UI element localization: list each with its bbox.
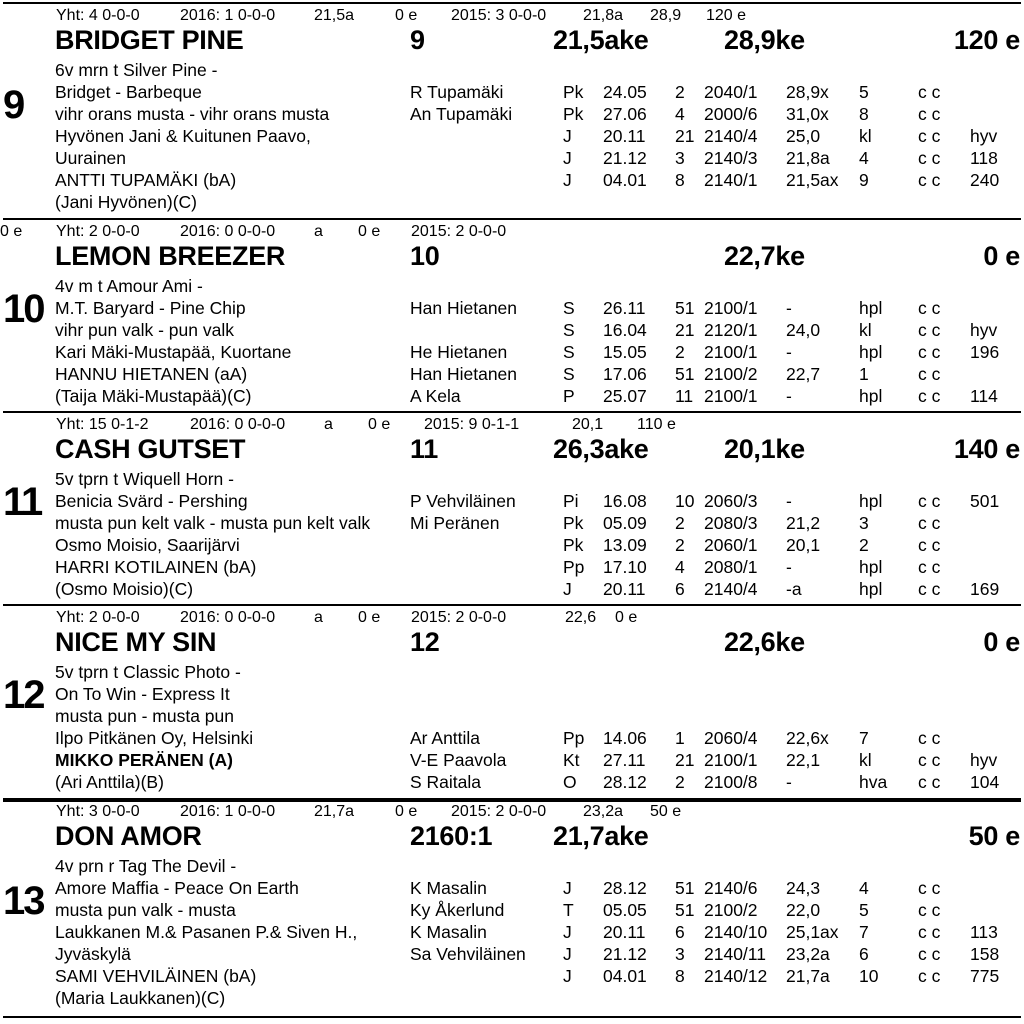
- race-odds: c c: [918, 535, 941, 555]
- race-time: 22,6x: [786, 728, 829, 748]
- race-track: S: [563, 342, 575, 362]
- stats-field: 21,8a: [583, 7, 624, 24]
- race-time: 21,5ax: [786, 170, 839, 190]
- record-auto: 28,9ke: [724, 25, 805, 55]
- race-odds: c c: [918, 944, 941, 964]
- race-odds: c c: [918, 386, 941, 406]
- race-start: 51: [675, 364, 695, 384]
- race-date: 04.01: [603, 966, 647, 986]
- race-dist: 2140/11: [704, 944, 766, 964]
- race-prize: 118: [970, 148, 998, 168]
- race-start: 8: [675, 966, 685, 986]
- info-line: vihr orans musta - vihr orans musta: [55, 104, 330, 124]
- race-date: 26.11: [603, 298, 646, 318]
- race-time: -: [786, 386, 792, 406]
- info-line: Laukkanen M.& Pasanen P.& Siven H.,: [55, 922, 358, 942]
- race-start: 2: [675, 342, 685, 362]
- race-track: Pk: [563, 513, 584, 533]
- best-record: 21,7ake: [553, 821, 649, 851]
- race-place: 4: [859, 878, 869, 898]
- race-date: 16.04: [603, 320, 647, 340]
- race-track: Pi: [563, 491, 579, 511]
- race-date: 20.11: [603, 126, 646, 146]
- race-driver: A Kela: [410, 386, 461, 406]
- horse-entry: [0, 411, 1024, 604]
- stats-field: 2015: 3 0-0-0: [451, 7, 547, 24]
- race-date: 25.07: [603, 386, 647, 406]
- race-driver: Ky Åkerlund: [410, 900, 505, 920]
- race-odds: c c: [918, 513, 941, 533]
- race-odds: c c: [918, 579, 941, 599]
- race-time: 24,3: [786, 878, 821, 898]
- race-place: hpl: [859, 579, 883, 599]
- race-place: 7: [859, 728, 869, 748]
- race-track: Kt: [563, 750, 580, 770]
- race-start: 3: [675, 944, 685, 964]
- race-start: 51: [675, 900, 695, 920]
- race-start: 2: [675, 535, 685, 555]
- stats-field: 2015: 2 0-0-0: [411, 609, 507, 626]
- race-dist: 2140/10: [704, 922, 768, 942]
- race-place: 2: [859, 535, 869, 555]
- info-line: Jyväskylä: [55, 944, 131, 964]
- stats-field: 21,7a: [314, 803, 355, 820]
- race-dist: 2100/1: [704, 298, 758, 318]
- info-line: Ilpo Pitkänen Oy, Helsinki: [55, 728, 254, 748]
- race-place: 10: [859, 966, 879, 986]
- race-time: 23,2a: [786, 944, 830, 964]
- race-odds: c c: [918, 364, 941, 384]
- race-driver: Sa Vehviläinen: [410, 944, 526, 964]
- race-time: -: [786, 772, 792, 792]
- race-odds: c c: [918, 104, 941, 124]
- race-dist: 2060/4: [704, 728, 758, 748]
- race-odds: c c: [918, 750, 941, 770]
- race-track: S: [563, 320, 575, 340]
- race-driver: R Tupamäki: [410, 82, 504, 102]
- race-start: 8: [675, 170, 685, 190]
- race-prize: hyv: [970, 126, 998, 146]
- stats-field: 2015: 9 0-1-1: [424, 416, 520, 433]
- race-place: hpl: [859, 491, 883, 511]
- race-track: S: [563, 364, 575, 384]
- race-prize: 501: [970, 491, 1000, 511]
- info-line: (Taija Mäki-Mustapää)(C): [55, 386, 252, 406]
- race-time: -: [786, 342, 792, 362]
- race-date: 20.11: [603, 922, 646, 942]
- race-dist: 2100/1: [704, 750, 758, 770]
- race-dist: 2060/3: [704, 491, 758, 511]
- stats-field: 0 e: [0, 223, 23, 240]
- race-dist: 2140/6: [704, 878, 758, 898]
- race-place: 1: [859, 364, 869, 384]
- info-line: Amore Maffia - Peace On Earth: [55, 878, 299, 898]
- info-line: 4v prn r Tag The Devil -: [55, 856, 237, 876]
- race-dist: 2140/4: [704, 579, 758, 599]
- total-earnings: 120 e: [953, 25, 1020, 55]
- race-dist: 2140/12: [704, 966, 768, 986]
- race-prize: hyv: [970, 750, 998, 770]
- race-track: J: [563, 126, 572, 146]
- info-line: musta pun kelt valk - musta pun kelt valk: [55, 513, 371, 533]
- race-track: J: [563, 579, 572, 599]
- race-track: J: [563, 966, 572, 986]
- race-driver: V-E Paavola: [410, 750, 507, 770]
- race-place: 5: [859, 82, 869, 102]
- race-time: 21,7a: [786, 966, 830, 986]
- info-line: On To Win - Express It: [55, 684, 230, 704]
- info-line: Kari Mäki-Mustapää, Kuortane: [55, 342, 292, 362]
- race-odds: c c: [918, 728, 941, 748]
- race-time: 20,1: [786, 535, 821, 555]
- race-time: 21,2: [786, 513, 821, 533]
- race-dist: 2140/4: [704, 126, 758, 146]
- race-prize: 158: [970, 944, 1000, 964]
- race-start: 51: [675, 298, 695, 318]
- info-line: (Osmo Moisio)(C): [55, 579, 194, 599]
- race-track: Pp: [563, 557, 585, 577]
- race-place: kl: [859, 126, 872, 146]
- stats-field: 2016: 0 0-0-0: [190, 416, 286, 433]
- race-place: 8: [859, 104, 869, 124]
- race-track: J: [563, 878, 572, 898]
- stats-field: 2016: 0 0-0-0: [180, 223, 276, 240]
- race-dist: 2000/6: [704, 104, 758, 124]
- race-dist: 2140/1: [704, 170, 758, 190]
- stats-field: 0 e: [358, 223, 381, 240]
- total-earnings: 50 e: [968, 821, 1020, 851]
- race-date: 21.12: [603, 944, 647, 964]
- info-line: 5v tprn t Wiquell Horn -: [55, 469, 234, 489]
- total-earnings: 0 e: [983, 627, 1020, 657]
- race-dist: 2040/1: [704, 82, 758, 102]
- race-place: kl: [859, 320, 872, 340]
- race-dist: 2100/1: [704, 342, 758, 362]
- race-prize: 104: [970, 772, 1000, 792]
- race-time: 31,0x: [786, 104, 829, 124]
- race-driver: K Masalin: [410, 922, 487, 942]
- race-time: 25,0: [786, 126, 821, 146]
- start-number: 10: [410, 241, 440, 271]
- race-date: 05.05: [603, 900, 647, 920]
- start-number: 12: [410, 627, 440, 657]
- start-number: 9: [410, 25, 425, 55]
- race-prize: 169: [970, 579, 1000, 599]
- horse-name: LEMON BREEZER: [55, 241, 286, 271]
- race-time: 22,0: [786, 900, 821, 920]
- race-dist: 2080/1: [704, 557, 758, 577]
- race-start: 6: [675, 922, 685, 942]
- stats-field: 22,6: [565, 609, 597, 626]
- stats-field: 0 e: [395, 803, 418, 820]
- race-start: 11: [675, 386, 694, 406]
- horse-entry: [0, 604, 1024, 798]
- race-odds: c c: [918, 82, 941, 102]
- stats-field: 0 e: [395, 7, 418, 24]
- info-line: 6v mrn t Silver Pine -: [55, 60, 218, 80]
- race-driver: K Masalin: [410, 878, 487, 898]
- race-track: J: [563, 148, 572, 168]
- info-line: (Jani Hyvönen)(C): [55, 192, 197, 212]
- info-line: Hyvönen Jani & Kuitunen Paavo,: [55, 126, 311, 146]
- race-place: 5: [859, 900, 869, 920]
- race-driver: S Raitala: [410, 772, 482, 792]
- race-start: 4: [675, 557, 685, 577]
- horse-entry: [0, 218, 1024, 411]
- race-place: 6: [859, 944, 869, 964]
- race-place: 3: [859, 513, 869, 533]
- race-odds: c c: [918, 772, 941, 792]
- stats-field: 2016: 1 0-0-0: [180, 803, 276, 820]
- race-date: 16.08: [603, 491, 647, 511]
- race-dist: 2080/3: [704, 513, 758, 533]
- race-start: 21: [675, 320, 695, 340]
- info-line: 4v m t Amour Ami -: [55, 276, 203, 296]
- race-track: Pk: [563, 535, 584, 555]
- info-line: (Maria Laukkanen)(C): [55, 988, 226, 1008]
- race-place: 9: [859, 170, 869, 190]
- info-line: Bridget - Barbeque: [55, 82, 202, 102]
- race-place: hpl: [859, 342, 883, 362]
- race-track: J: [563, 922, 572, 942]
- horse-name: DON AMOR: [55, 821, 202, 851]
- race-time: 28,9x: [786, 82, 829, 102]
- race-driver: P Vehviläinen: [410, 491, 516, 511]
- info-line: SAMI VEHVILÄINEN (bA): [55, 966, 257, 986]
- race-prize: 113: [970, 922, 998, 942]
- stats-field: Yht: 3 0-0-0: [56, 803, 140, 820]
- horse-name: BRIDGET PINE: [55, 25, 244, 55]
- race-start: 4: [675, 104, 685, 124]
- stats-field: a: [314, 609, 323, 626]
- race-start: 3: [675, 148, 685, 168]
- total-earnings: 140 e: [953, 434, 1020, 464]
- stats-field: a: [314, 223, 323, 240]
- race-driver: He Hietanen: [410, 342, 508, 362]
- race-time: -: [786, 491, 792, 511]
- info-line: musta pun valk - musta: [55, 900, 236, 920]
- stats-field: 2015: 2 0-0-0: [451, 803, 547, 820]
- race-driver: Han Hietanen: [410, 298, 518, 318]
- start-number: 2160:1: [410, 821, 493, 851]
- race-dist: 2100/1: [704, 386, 758, 406]
- stats-field: 120 e: [706, 7, 747, 24]
- race-dist: 2100/2: [704, 364, 758, 384]
- race-start: 2: [675, 772, 685, 792]
- race-track: J: [563, 944, 572, 964]
- stats-field: Yht: 2 0-0-0: [56, 223, 140, 240]
- program-number: 9: [3, 83, 24, 127]
- race-start: 51: [675, 878, 695, 898]
- race-odds: c c: [918, 922, 941, 942]
- info-line: Uurainen: [55, 148, 127, 168]
- race-place: hpl: [859, 298, 883, 318]
- race-place: hpl: [859, 386, 883, 406]
- stats-field: 23,2a: [583, 803, 624, 820]
- race-odds: c c: [918, 170, 941, 190]
- record-auto: 22,7ke: [724, 241, 805, 271]
- race-odds: c c: [918, 342, 941, 362]
- best-record: 26,3ake: [553, 434, 649, 464]
- horse-name: NICE MY SIN: [55, 627, 217, 657]
- info-line: HANNU HIETANEN (aA): [55, 364, 248, 384]
- race-start: 21: [675, 750, 695, 770]
- race-start: 6: [675, 579, 685, 599]
- record-auto: 20,1ke: [724, 434, 805, 464]
- record-auto: 22,6ke: [724, 627, 805, 657]
- race-date: 13.09: [603, 535, 647, 555]
- race-odds: c c: [918, 900, 941, 920]
- info-line: ANTTI TUPAMÄKI (bA): [55, 170, 237, 190]
- info-line: musta pun - musta pun: [55, 706, 234, 726]
- stats-field: Yht: 15 0-1-2: [56, 416, 149, 433]
- horse-name: CASH GUTSET: [55, 434, 246, 464]
- race-date: 27.11: [603, 750, 646, 770]
- stats-field: 21,5a: [314, 7, 355, 24]
- race-start: 10: [675, 491, 695, 511]
- race-prize: 240: [970, 170, 1000, 190]
- race-place: 4: [859, 148, 869, 168]
- race-date: 15.05: [603, 342, 647, 362]
- stats-field: Yht: 4 0-0-0: [56, 7, 140, 24]
- info-line: HARRI KOTILAINEN (bA): [55, 557, 257, 577]
- info-line: Osmo Moisio, Saarijärvi: [55, 535, 240, 555]
- race-odds: c c: [918, 878, 941, 898]
- driver-name: MIKKO PERÄNEN (A): [55, 750, 233, 770]
- race-track: Pk: [563, 82, 584, 102]
- race-place: hva: [859, 772, 888, 792]
- race-track: Pk: [563, 104, 584, 124]
- race-time: 22,1: [786, 750, 821, 770]
- stats-field: 2015: 2 0-0-0: [411, 223, 507, 240]
- race-track: J: [563, 170, 572, 190]
- race-start: 1: [675, 728, 685, 748]
- race-time: 24,0: [786, 320, 821, 340]
- stats-field: 0 e: [368, 416, 391, 433]
- stats-field: 110 e: [637, 416, 676, 433]
- race-time: 22,7: [786, 364, 821, 384]
- race-track: P: [563, 386, 575, 406]
- stats-field: 20,1: [572, 416, 604, 433]
- race-date: 27.06: [603, 104, 647, 124]
- stats-field: Yht: 2 0-0-0: [56, 609, 140, 626]
- race-driver: Ar Anttila: [410, 728, 481, 748]
- total-earnings: 0 e: [983, 241, 1020, 271]
- program-number: 12: [3, 673, 44, 717]
- race-odds: c c: [918, 126, 941, 146]
- race-time: -a: [786, 579, 802, 599]
- race-track: T: [563, 900, 574, 920]
- race-dist: 2100/8: [704, 772, 758, 792]
- race-start: 2: [675, 513, 685, 533]
- race-start: 2: [675, 82, 685, 102]
- race-prize: 775: [970, 966, 1000, 986]
- race-track: Pp: [563, 728, 585, 748]
- race-time: 25,1ax: [786, 922, 839, 942]
- race-date: 17.10: [603, 557, 647, 577]
- race-place: 7: [859, 922, 869, 942]
- horse-entry: [0, 798, 1024, 1018]
- race-time: -: [786, 298, 792, 318]
- stats-field: 0 e: [615, 609, 638, 626]
- program-number: 13: [3, 879, 44, 923]
- info-line: M.T. Baryard - Pine Chip: [55, 298, 246, 318]
- race-prize: 196: [970, 342, 1000, 362]
- race-place: hpl: [859, 557, 883, 577]
- race-odds: c c: [918, 966, 941, 986]
- race-time: -: [786, 557, 792, 577]
- stats-field: 0 e: [358, 609, 381, 626]
- stats-field: 2016: 0 0-0-0: [180, 609, 276, 626]
- stats-field: a: [324, 416, 333, 433]
- info-line: 5v tprn t Classic Photo -: [55, 662, 241, 682]
- race-place: kl: [859, 750, 872, 770]
- race-start: 21: [675, 126, 695, 146]
- race-date: 24.05: [603, 82, 647, 102]
- stats-field: 2016: 1 0-0-0: [180, 7, 276, 24]
- program-number: 11: [3, 480, 42, 524]
- race-dist: 2060/1: [704, 535, 758, 555]
- race-dist: 2120/1: [704, 320, 758, 340]
- race-driver: An Tupamäki: [410, 104, 513, 124]
- best-record: 21,5ake: [553, 25, 649, 55]
- race-date: 17.06: [603, 364, 647, 384]
- race-odds: c c: [918, 491, 941, 511]
- race-track: O: [563, 772, 577, 792]
- info-line: vihr pun valk - pun valk: [55, 320, 234, 340]
- race-dist: 2100/2: [704, 900, 758, 920]
- race-driver: Mi Peränen: [410, 513, 500, 533]
- race-time: 21,8a: [786, 148, 830, 168]
- race-date: 28.12: [603, 772, 647, 792]
- race-dist: 2140/3: [704, 148, 758, 168]
- race-date: 05.09: [603, 513, 647, 533]
- race-odds: c c: [918, 557, 941, 577]
- horse-entry: [0, 2, 1024, 218]
- start-number: 11: [410, 434, 438, 464]
- race-track: S: [563, 298, 575, 318]
- race-prize: 114: [970, 386, 998, 406]
- race-date: 14.06: [603, 728, 647, 748]
- race-odds: c c: [918, 298, 941, 318]
- race-odds: c c: [918, 148, 941, 168]
- race-date: 04.01: [603, 170, 647, 190]
- race-prize: hyv: [970, 320, 998, 340]
- stats-field: 50 e: [650, 803, 682, 820]
- race-date: 20.11: [603, 579, 646, 599]
- race-driver: Han Hietanen: [410, 364, 518, 384]
- race-odds: c c: [918, 320, 941, 340]
- info-line: (Ari Anttila)(B): [55, 772, 164, 792]
- stats-field: 28,9: [650, 7, 682, 24]
- program-number: 10: [3, 287, 44, 331]
- info-line: Benicia Svärd - Pershing: [55, 491, 248, 511]
- race-date: 21.12: [603, 148, 647, 168]
- race-date: 28.12: [603, 878, 647, 898]
